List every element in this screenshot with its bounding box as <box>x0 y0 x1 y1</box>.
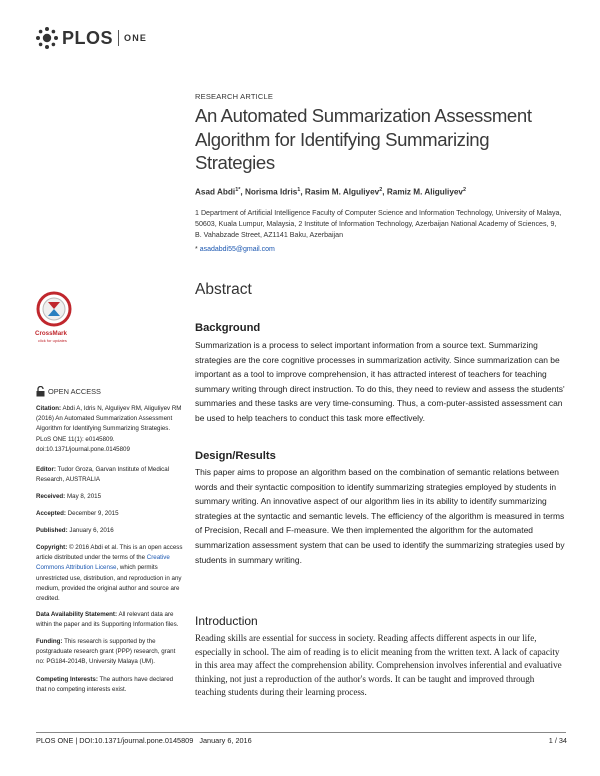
corresponding-star: * <box>195 246 198 253</box>
plos-logo-icon <box>35 26 59 50</box>
corresponding-mark: * <box>238 187 241 193</box>
journal-name: ONE <box>124 33 148 43</box>
open-access-label: OPEN ACCESS <box>48 387 101 396</box>
copyright-block <box>36 543 184 604</box>
received-label: Received: <box>36 493 66 500</box>
background-heading: Background <box>195 322 261 334</box>
crossmark-label[interactable]: CrossMark <box>35 330 67 337</box>
footer-citation: PLOS ONE | DOI:10.1371/journal.pone.0145809 January 6, 2016 <box>36 736 252 745</box>
article-title <box>195 104 565 175</box>
accepted-block <box>36 509 184 519</box>
page-number: 1 / 34 <box>548 736 567 745</box>
logo-divider <box>118 30 119 46</box>
author-name[interactable]: Norisma Idris <box>244 187 298 197</box>
plos-one-logo <box>35 26 147 50</box>
competing-interests-text: The authors have declared that no competing interests exist. <box>36 676 174 694</box>
data-availability-label: Data Availability Statement: <box>36 611 118 618</box>
affiliation-text: Institute of Information Technology, Azerbaijan National Academy of Sciences, 9, B. Vahabzade Street, AZ1141 Baku, Azerbaijan <box>195 220 557 239</box>
competing-interests-label: Competing Interests: <box>36 676 98 683</box>
corresponding-author <box>195 246 565 253</box>
affiliations <box>195 208 565 241</box>
competing-interests-block <box>36 675 184 695</box>
citation-block <box>36 404 184 455</box>
published-block <box>36 526 184 536</box>
license-link[interactable]: Creative Commons Attribution License <box>36 554 170 572</box>
introduction-heading: Introduction <box>195 614 258 628</box>
design-results-text: This paper aims to propose an algorithm based on the combination of semantic relations between words and their syntactic composition to identify summarizing strategies employed by students in summary writing. An innovative aspect of our algorithm lies in its ability to identify summarizing strategies at the syntactic and semantic levels. The efficiency of the algorithm is measured in terms of Precision, Recall and F-measure. We then implemented the algorithm for the automated summarization assessment system that can be used to identify the summarizing strategies used by students in summary writing. <box>195 467 565 565</box>
crossmark-icon[interactable] <box>34 290 74 330</box>
abstract-heading: Abstract <box>195 281 252 298</box>
editor-label: Editor: <box>36 466 56 473</box>
author-list: Asad Abdi$^{1*}$, Norisma Idris$^1$, Rasim M. Alguliyev$^2$, Ramiz M. Aliguliyev$^2$ <box>195 187 467 197</box>
author-affil-sup: 1 <box>235 187 239 193</box>
affiliation-number: 2 <box>298 220 303 228</box>
received-block <box>36 492 184 502</box>
data-availability-text: All relevant data are within the paper and its Supporting Information files. <box>36 611 179 629</box>
copyright-text-end: , which permits unrestricted use, distribution, and reproduction in any medium, provided the original author and source are credited. <box>36 564 182 603</box>
funding-label: Funding: <box>36 638 63 645</box>
corresponding-email-link[interactable]: asadabdi55@gmail.com <box>199 246 275 253</box>
author-name[interactable]: Asad Abdi <box>195 187 236 197</box>
funding-block <box>36 637 184 668</box>
author-name[interactable]: Ramiz M. Aliguliyev <box>386 187 463 197</box>
affiliation-number: 1 <box>195 209 199 217</box>
received-date: May 8, 2015 <box>66 493 102 500</box>
background-text: Summarization is a process to select important information from a source text. Summarizing strategies are the core cognitive processes in summarization activity. Since summarization can be important as a tool to improve comprehension, it has attracted interest of teachers for teaching summary writing through direct instruction. To do this, they need to review and assess the students' summaries and these tasks are very time-consuming. Thus, a com-puter-assisted assessment can be used to help teachers to conduct this task more effectively. <box>195 340 565 423</box>
accepted-label: Accepted: <box>36 510 66 517</box>
author-affil-sup: 1 <box>297 187 301 193</box>
author-name[interactable]: Rasim M. Alguliyev <box>304 187 380 197</box>
open-lock-icon <box>36 386 45 397</box>
publisher-wordmark: PLOS <box>62 27 114 48</box>
accepted-date: December 9, 2015 <box>67 510 119 517</box>
editor-text: Tudor Groza, Garvan Institute of Medical Research, AUSTRALIA <box>36 466 170 484</box>
title-line: Algorithm for Identifying Summarizing <box>195 128 490 150</box>
introduction-text: Reading skills are essential for success in society. Reading affects different aspects in our life, especially in school. The aim of reading is to elicit meaning from the written text. A lack of capacity in this area may affect the comprehension ability. Comprehension involves inferential and evaluative thinking, not just a reproduction of the author's words. It can be taught and improved through teaching students during their learning process. <box>195 633 562 698</box>
title-line: An Automated Summarization Assessment <box>195 105 532 126</box>
funding-text: This research is supported by the postgraduate research grant (PPP) research, grant no: PG184-2014B, University Malaya (UM). <box>36 638 176 666</box>
citation-text: Abdi A, Idris N, Alguliyev RM, Aliguliyev RM (2016) An Automated Summarization Assessment Algorithm for Identifying Summarizing Strategies. PLoS ONE 11(1): e0145809. doi:10.1371/journal.pone.0145809 <box>36 405 182 453</box>
published-label: Published: <box>36 527 68 534</box>
copyright-label: Copyright: <box>36 544 68 551</box>
published-date: January 6, 2016 <box>69 527 114 534</box>
footer-divider <box>36 732 566 733</box>
crossmark-sublabel[interactable]: click for updates <box>38 338 67 343</box>
editor-block <box>36 465 184 485</box>
title-line: Strategies <box>195 152 275 173</box>
design-results-heading: Design/Results <box>195 450 276 462</box>
article-type: RESEARCH ARTICLE <box>195 92 274 101</box>
author-affil-sup: 2 <box>463 187 467 193</box>
citation-label: Citation: <box>36 405 62 412</box>
affiliation-text: Department of Artificial Intelligence Faculty of Computer Science and Information Technology, University of Malaya, 50603, Kuala Lumpur, Malaysia, <box>195 209 562 228</box>
open-access-badge <box>36 386 101 397</box>
data-availability-block <box>36 610 184 630</box>
copyright-text: © 2016 Abdi et al. This is an open access article distributed under the terms of the <box>36 544 183 562</box>
author-affil-sup: 2 <box>379 187 383 193</box>
